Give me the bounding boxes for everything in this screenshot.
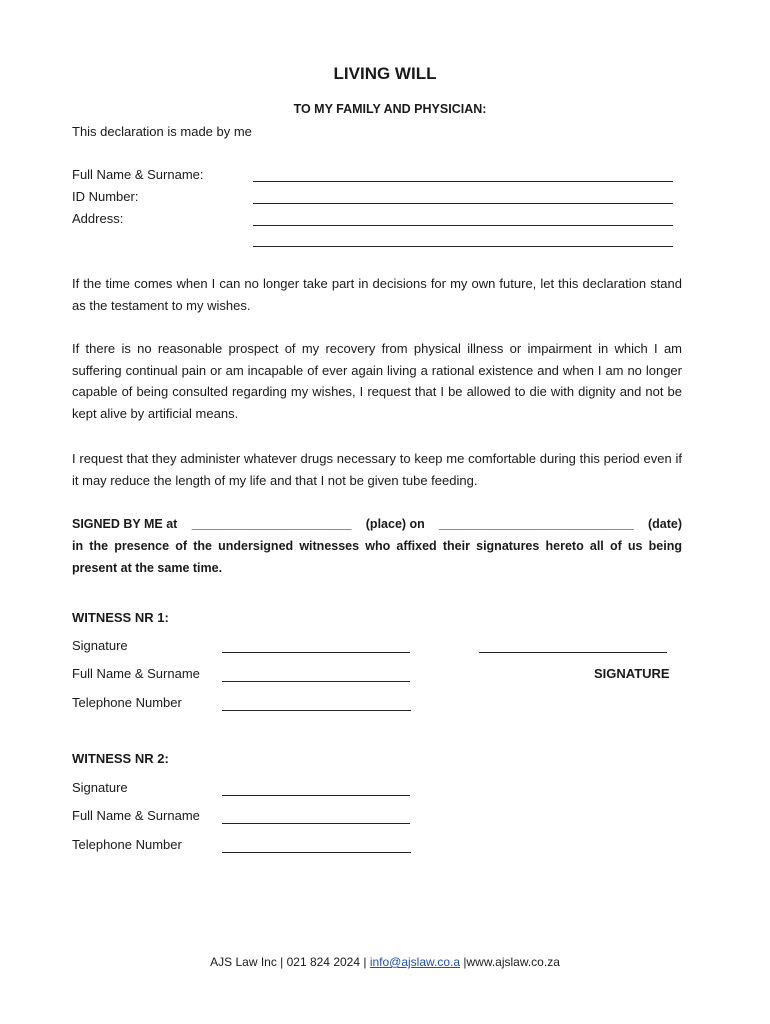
witness2-name-line[interactable] [222, 823, 410, 824]
id-number-label: ID Number: [72, 189, 139, 204]
signed-rest: in the presence of the undersigned witnesses who affixed their signatures hereto all of us being present at the same time. [72, 539, 682, 575]
date-blank[interactable]: ____________________________ [439, 517, 634, 531]
declarant-signature-label: SIGNATURE [594, 666, 670, 681]
witness1-heading: WITNESS NR 1: [72, 610, 169, 625]
witness2-heading: WITNESS NR 2: [72, 751, 169, 766]
witness2-phone-label: Telephone Number [72, 837, 182, 852]
document-title: LIVING WILL [333, 64, 437, 83]
document-subtitle: TO MY FAMILY AND PHYSICIAN: [293, 102, 487, 116]
witness2-signature-line[interactable] [222, 795, 410, 796]
footer [0, 955, 770, 969]
id-number-line[interactable] [253, 203, 673, 204]
signed-statement [72, 513, 682, 579]
witness2-name-label: Full Name & Surname [72, 808, 200, 823]
witness1-name-line[interactable] [222, 681, 410, 682]
declarant-signature-line[interactable] [479, 652, 667, 653]
footer-company: AJS Law Inc | 021 824 2024 | [210, 955, 370, 969]
footer-email-link[interactable]: info@ajslaw.co.a [369, 955, 461, 969]
witness1-phone-label: Telephone Number [72, 695, 182, 710]
place-label: (place) on [362, 517, 429, 531]
paragraph-testament: If the time comes when I can no longer take part in decisions for my own future, let this declaration stand as the testament to my wishes. [72, 276, 682, 313]
witness1-name-label: Full Name & Surname [72, 666, 200, 681]
paragraph-drugs: I request that they administer whatever drugs necessary to keep me comfortable during this period even if it may reduce the length of my life and that I not be given tube feeding. [72, 451, 682, 488]
paragraph-no-prospect: If there is no reasonable prospect of my recovery from physical illness or impairment in which I am suffering continual pain or am incapable of ever again living a rational existence and when I am no longer capable of being consulted regarding my wishes, I request that I be allowed to die with dignity and not be kept alive by artificial means. [72, 341, 682, 421]
place-blank[interactable]: _______________________ [191, 517, 352, 531]
address-label: Address: [72, 211, 124, 226]
full-name-label: Full Name & Surname: [72, 167, 204, 182]
witness1-phone-line[interactable] [222, 710, 411, 711]
signed-prefix: SIGNED BY ME at [72, 517, 181, 531]
address-line-2[interactable] [253, 246, 673, 247]
witness2-phone-line[interactable] [222, 852, 411, 853]
witness2-signature-label: Signature [72, 780, 128, 795]
intro-text: This declaration is made by me [72, 124, 252, 139]
witness1-signature-line[interactable] [222, 652, 410, 653]
address-line-1[interactable] [253, 225, 673, 226]
full-name-line[interactable] [253, 181, 673, 182]
date-label: (date) [644, 517, 682, 531]
footer-website: |www.ajslaw.co.za [460, 955, 560, 969]
witness1-signature-label: Signature [72, 638, 128, 653]
signed-first-line [72, 513, 682, 535]
